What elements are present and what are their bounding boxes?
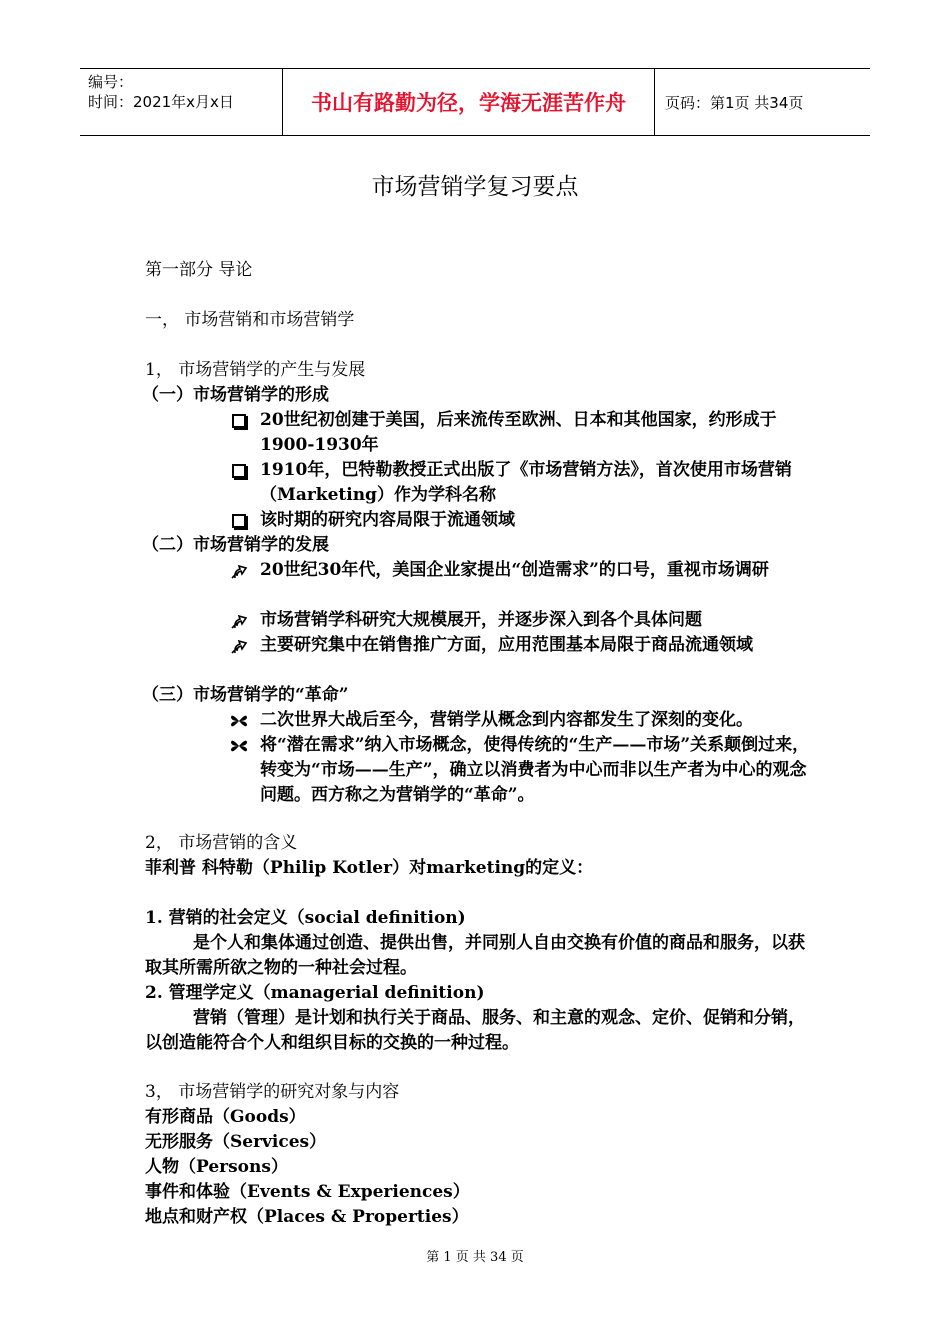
heading-development: （二）市场营销学的发展 [142,535,329,555]
pointing-arrow-icon [230,637,248,655]
definition-2-title: 2. 管理学定义（managerial definition) [145,983,485,1003]
time-label: 时间：2021年x月x日 [88,93,234,111]
list-item: 二次世界大战后至今，营销学从概念到内容都发生了深刻的变化。 [230,708,810,733]
list-item: 该时期的研究内容局限于流通领域 [230,508,810,533]
square-bullet-icon [232,414,246,428]
list-item: 主要研究集中在销售推广方面，应用范围基本局限于商品流通领域 [230,633,810,658]
kotler-definition-intro: 菲利普 科特勒（Philip Kotler）对marketing的定义： [145,858,594,878]
pointing-arrow-icon [230,562,248,580]
section-heading: 一， 市场营销和市场营销学 [145,310,355,330]
heading-formation: （一）市场营销学的形成 [142,385,329,405]
pointing-arrow-icon [230,612,248,630]
header-meta [80,69,282,135]
object-item: 事件和体验（Events & Experiences） [145,1182,470,1202]
object-item: 人物（Persons） [145,1157,288,1177]
subsection-heading-2: 2， 市场营销的含义 [145,833,298,853]
heading-revolution: （三）市场营销学的“革命” [142,685,349,705]
flower-bullet-icon [230,737,248,755]
object-item: 有形商品（Goods） [145,1107,306,1127]
list-item: 市场营销学科研究大规模展开，并逐步深入到各个具体问题 [230,608,810,633]
page-footer: 第 1 页 共 34 页 [426,1250,524,1265]
definition-2-text: 营销（管理）是计划和执行关于商品、服务、和主意的观念、定价、促销和分销，以创造能符合个人和组织目标的交换的一种过程。 [145,1008,805,1053]
square-bullet-icon [232,514,246,528]
list-item: 20世纪初创建于美国，后来流传至欧洲、日本和其他国家，约形成于1900-1930年 [230,408,810,458]
document-title: 市场营销学复习要点 [371,174,579,200]
list-item: 将“潜在需求”纳入市场概念，使得传统的“生产——市场”关系颠倒过来，转变为“市场——生产”，确立以消费者为中心而非以生产者为中心的观念问题。西方称之为营销学的“革命”。 [230,733,810,808]
page-header [80,68,870,136]
object-item: 地点和财产权（Places & Properties） [145,1207,469,1227]
header-page-label: 页码：第1页 共34页 [665,93,804,112]
flower-bullet-icon [230,712,248,730]
subsection-heading-1: 1， 市场营销学的产生与发展 [145,360,366,380]
square-bullet-icon [232,464,246,478]
definition-1-title: 1. 营销的社会定义（social definition) [145,908,466,928]
definition-1-text: 是个人和集体通过创造、提供出售，并同别人自由交换有价值的商品和服务，以获取其所需所欲之物的一种社会过程。 [145,933,805,978]
subsection-heading-3: 3， 市场营销学的研究对象与内容 [145,1082,400,1102]
list-item: 1910年，巴特勒教授正式出版了《市场营销方法》，首次使用市场营销（Marketing）作为学科名称 [230,458,810,508]
header-motto: 书山有路勤为径，学海无涯苦作舟 [282,69,655,135]
list-item: 20世纪30年代，美国企业家提出“创造需求”的口号，重视市场调研 [230,558,810,583]
number-label: 编号： [88,73,134,91]
part-heading: 第一部分 导论 [145,260,253,280]
object-item: 无形服务（Services） [145,1132,327,1152]
